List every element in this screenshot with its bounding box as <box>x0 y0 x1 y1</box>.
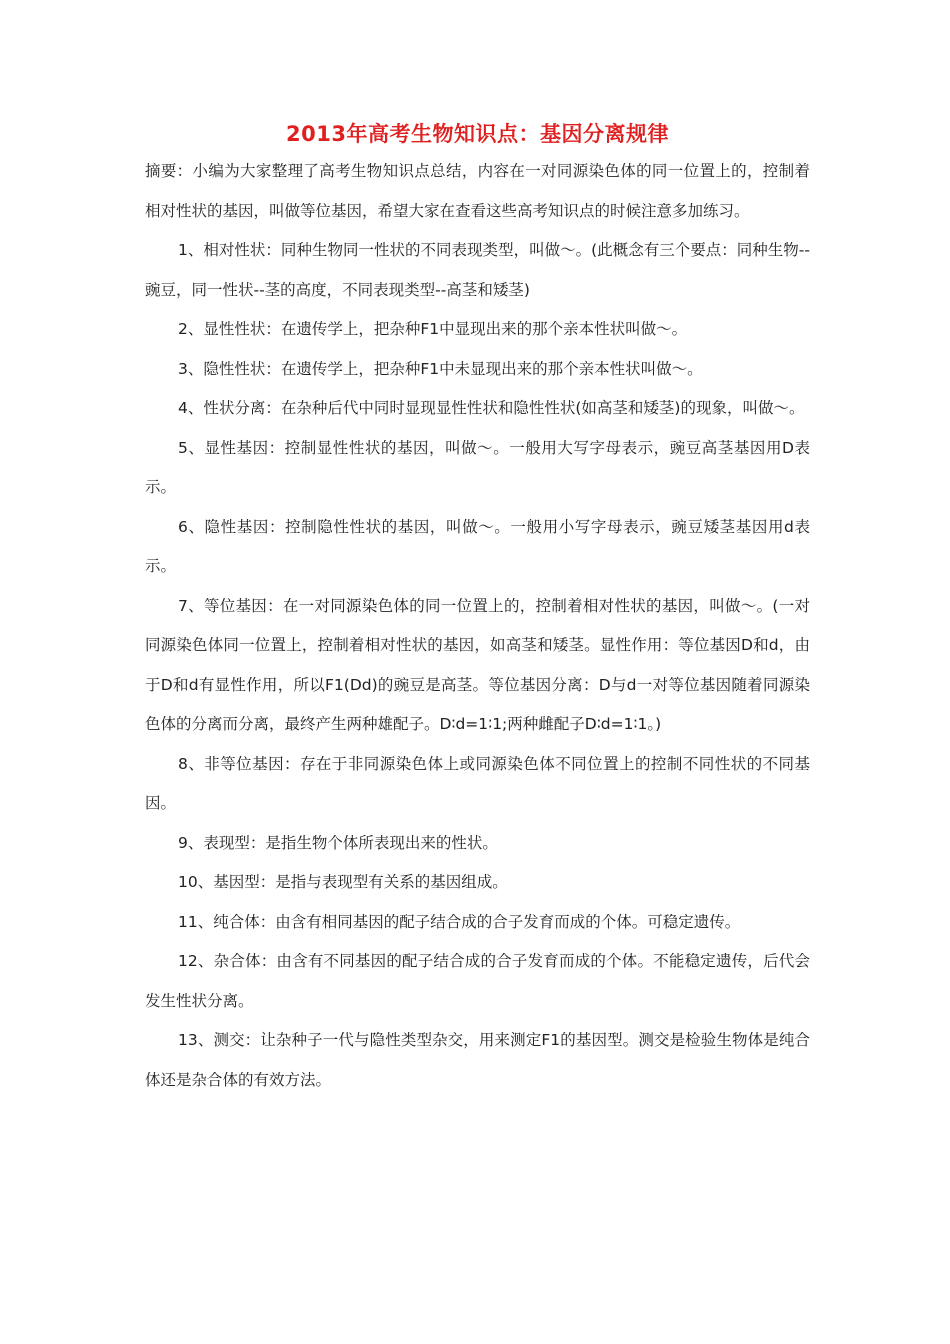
paragraph-4: 4、性状分离：在杂种后代中同时显现显性性状和隐性性状(如高茎和矮茎)的现象，叫做～。 <box>178 399 805 417</box>
paragraph-3: 3、隐性性状：在遗传学上，把杂种F1中未显现出来的那个亲本性状叫做～。 <box>178 359 703 378</box>
paragraph-8: 8、非等位基因：存在于非同源染色体上或同源染色体不同位置上的控制不同性状的不同基因。 <box>145 754 810 812</box>
paragraph-10: 10、基因型：是指与表现型有关系的基因组成。 <box>178 873 508 891</box>
paragraph-12: 12、杂合体：由含有不同基因的配子结合成的合子发育而成的个体。不能稳定遗传，后代会发生性状分离。 <box>145 952 810 1010</box>
paragraph-2: 2、显性性状：在遗传学上，把杂种F1中显现出来的那个亲本性状叫做～。 <box>178 320 688 338</box>
paragraph-1: 1、相对性状：同种生物同一性状的不同表现类型，叫做～。(此概念有三个要点：同种生物--豌豆，同一性状--茎的高度，不同表现类型--高茎和矮茎) <box>145 241 810 299</box>
paragraph-9: 9、表现型：是指生物个体所表现出来的性状。 <box>178 833 498 852</box>
summary-paragraph: 摘要：小编为大家整理了高考生物知识点总结，内容在一对同源染色体的同一位置上的，控制着相对性状的基因，叫做等位基因，希望大家在查看这些高考知识点的时候注意多加练习。 <box>145 162 810 220</box>
paragraph-6: 6、隐性基因：控制隐性性状的基因，叫做～。一般用小写字母表示，豌豆矮茎基因用d表示。 <box>145 517 810 575</box>
paragraph-11: 11、纯合体：由含有相同基因的配子结合成的合子发育而成的个体。可稳定遗传。 <box>178 912 741 931</box>
paragraph-13: 13、测交：让杂种子一代与隐性类型杂交，用来测定F1的基因型。测交是检验生物体是纯合体还是杂合体的有效方法。 <box>145 1031 810 1089</box>
document-body <box>145 117 810 1100</box>
paragraph-7: 7、等位基因：在一对同源染色体的同一位置上的，控制着相对性状的基因，叫做～。(一对同源染色体同一位置上，控制着相对性状的基因，如高茎和矮茎。显性作用：等位基因D和d，由于D和d有显性作用，所以F1(Dd)的豌豆是高茎。等位基因分离：D与d一对等位基因随着同源染色体的分离而分离，最终产生两种雄配子。D∶d=1∶1;两种雌配子D∶d=1∶1。) <box>145 596 810 733</box>
document-title: 2013年高考生物知识点：基因分离规律 <box>286 122 669 146</box>
paragraph-5: 5、显性基因：控制显性性状的基因，叫做～。一般用大写字母表示，豌豆高茎基因用D表示。 <box>145 438 810 496</box>
